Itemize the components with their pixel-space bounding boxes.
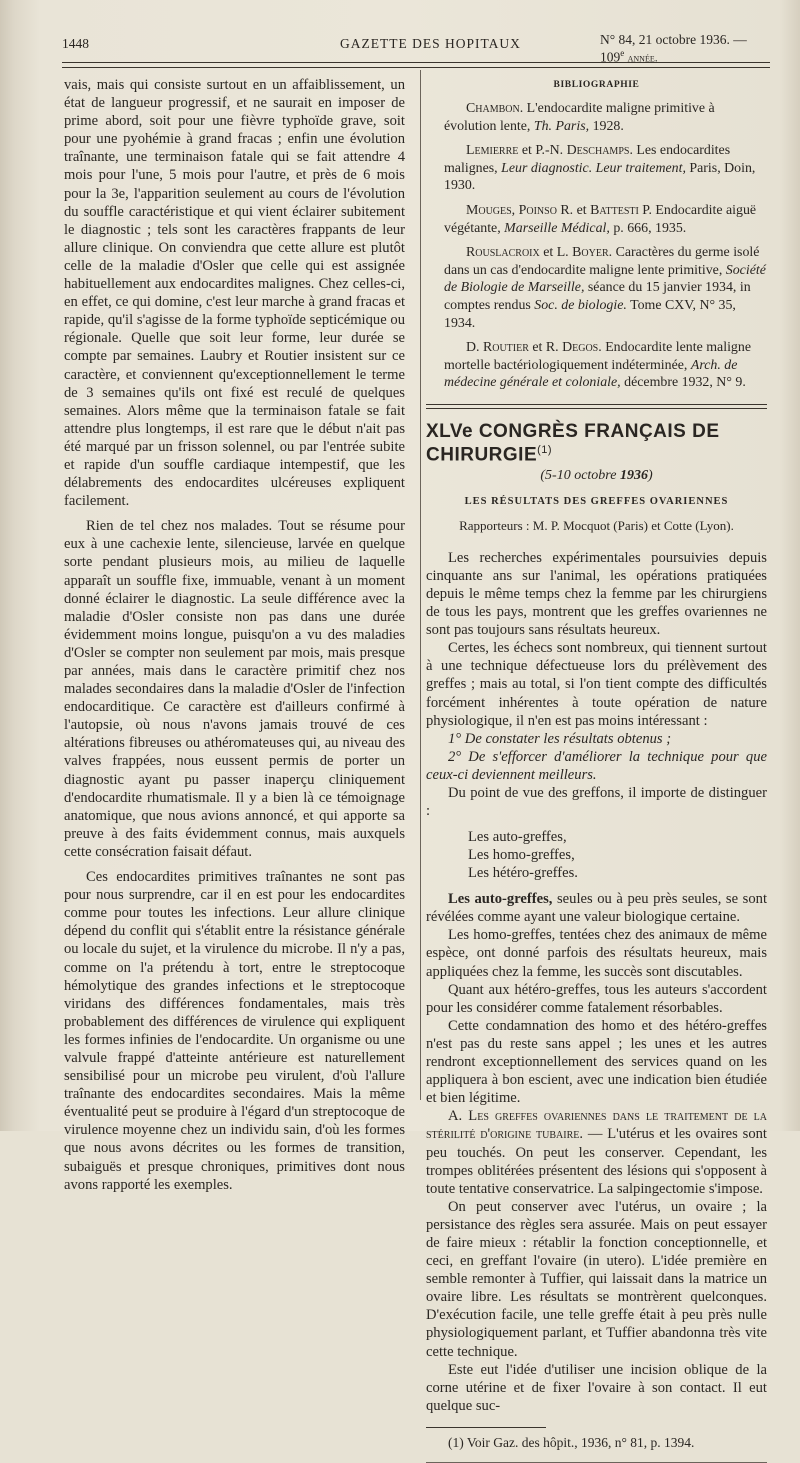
footnote: (1) Voir Gaz. des hôpit., 1936, n° 81, p. 1394. xyxy=(448,1434,695,1450)
list-item: Les hétéro-greffes. xyxy=(468,865,578,882)
article-paragraph: Rien de tel chez nos malades. Tout se résume pour eux à une cachexie lente, silencieuse, larvée en quelque sorte pendant plusieurs mois, au milieu de laquelle apparaît un souffle fixe, immuable, venant à un moment donné éclairer le diagnostic. La seule différence avec la maladie d'Osler consiste non pas dans une durée évidemment moins longue, puisqu'on a vu des maladies d'Osler se compter non seulement par mois, mais presque par années, mais dans le caractère primitif chez nos malades secondaires dans la maladie d'Osler de l'infection endocarditique. Ce caractère est d'ailleurs confirmé à l'autopsie, où nous n'avons jamais trouvé de ces altérations fibreuses ou athéromateuses qui, au niveau des valves frappées, nous eussent permis de porter un diagnostic ayant pu passer inaperçu cliniquement d'endocardite rhumatismale. Il y a bien là ce témoignage anatomique, que nous avions annoncé, et qui apporte sa preuve à des faits évidemment connus, mais auxquels cette consécration faisait défaut. xyxy=(64,518,405,860)
article-paragraph: Este eut l'idée d'utiliser une incision oblique de la corne utérine et de fixer l'ovaire à son contact. Il eut quelque suc- xyxy=(426,1361,767,1414)
section-subject: LES RÉSULTATS DES GREFFES OVARIENNES xyxy=(464,495,729,507)
journal-title: GAZETTE DES HOPITAUX xyxy=(340,36,521,51)
congress-title: XLVe CONGRÈS FRANÇAIS DE CHIRURGIE$^{(1)}$ xyxy=(426,421,720,466)
issue-info: N° 84, 21 octobre 1936. — 109e année. xyxy=(600,32,747,65)
article-paragraph: Du point de vue des greffons, il importe de distinguer : xyxy=(426,785,767,820)
article-paragraph: Ces endocardites primitives traînantes ne sont pas pour nous surprendre, car il en est pour les endocardites comme pour toutes les infections. Leur allure clinique dépend du conflit qui s'établit entre la résistance générale ou locale du sujet, et la virulence du microbe. Il n'y a pas, comme on l'a prétendu à tort, entre le streptocoque hémolytique des grandes infections et le streptocoque viridans des différences fondamentales, mais très probablement des différences de virulence qui expliquent les formes infinies de l'endocardite. Un organisme ou une valvule frappé d'atteinte antérieure est naturellement sensibilisé pour un microbe peu virulent, d'où l'allure traînante des endocardites secondaires. Mais la même éventualité peut se produire à l'égard d'un streptocoque de virulence moyenne chez un individu sain, d'où les formes que nous avons décrites ou les formes de transition, subaiguës et presque chroniques, primitives dont nous avons rapporté les exemples. xyxy=(64,869,405,1193)
article-paragraph: Les recherches expérimentales poursuivies depuis cinquante ans sur l'animal, les opérations pratiquées depuis le même temps chez la femme par les chirurgiens de tous les pays, montrent que les greffes ovariennes ne sont pas toujours sans résultats heureux. xyxy=(426,549,767,639)
goal-item: 1° De constater les résultats obtenus ; xyxy=(448,730,672,747)
article-paragraph: Les homo-greffes, tentées chez des animaux de même espèce, ont donné parfois des résultats heureux, mais appliquées chez la femme, les succès sont discutables. xyxy=(426,927,767,980)
article-paragraph: Quant aux hétéro-greffes, tous les auteurs s'accordent pour les considérer comme fatalement résorbables. xyxy=(426,981,767,1016)
list-item: Les homo-greffes, xyxy=(468,847,575,864)
congress-dates: (5-10 octobre 1936) xyxy=(540,467,653,483)
header-rule xyxy=(62,62,770,68)
bibliography-title: BIBLIOGRAPHIE xyxy=(553,80,640,90)
article-paragraph: A. Les greffes ovariennes dans le traitement de la stérilité d'origine tubaire. — L'utérus et les ovaires sont peu touchés. On peut les conserver. Cependant, les trompes oblitérées présentent des lésions qui s'opposent à toute tentative conservatrice. La salpingectomie s'impose. xyxy=(426,1108,767,1197)
right-column xyxy=(426,76,767,1463)
column-divider xyxy=(420,70,421,1100)
footnote-rule xyxy=(426,1427,546,1428)
article-paragraph: Certes, les échecs sont nombreux, qui tiennent surtout à une technique défectueuse lors du prélèvement des greffes ; mais au total, si l'on tient compte des difficultés forcément inhérentes à toute opération de nature physiologique, il n'en est pas moins intéressant : xyxy=(426,640,767,729)
article-paragraph: Les auto-greffes, seules ou à peu près seules, se sont révélées comme ayant une valeur biologique certaine. xyxy=(426,891,767,926)
list-item: Les auto-greffes, xyxy=(468,829,567,846)
goal-item: 2° De s'efforcer d'améliorer la technique pour que ceux-ci deviennent meilleurs. xyxy=(426,748,767,783)
rapporteurs: Rapporteurs : M. P. Mocquot (Paris) et Cotte (Lyon). xyxy=(459,517,734,533)
article-paragraph: vais, mais qui consiste surtout en un affaiblissement, un état de langueur progressif, et ne saurait en imposer de prime abord, soit pour une fièvre typhoïde grave, soit pour une pyohémie à grand fracas ; enfin une évolution traînante, une terminaison fatale qui se fait attendre 4 mois pour l'une, 5 mois pour l'autre, et près de 6 mois pour la 3e, l'apparition seulement au cours de l'évolution du souffle caractéristique et qui vient éclairer subitement le diagnostic ; tels sont les caractères frappants de leur allure clinique. On conviendra que cette allure est plutôt celle de la maladie d'Osler que celle qui est assignée habituellement aux endocardites malignes. Chez celles-ci, en effet, ce qui domine, c'est leur marche à grand fracas et rapide, qu'il s'agisse de la forme typhoïde septicémique ou régionale. Quelle que soit leur forme, leur durée se compte par semaines. Laubry et Routier insistent sur ce caractère, et conviennent qu'exceptionnellement le terme de 3 semaines qu'ils ont fixé est reculé de quelques semaines. Alors même que la terminaison fatale se fait attendre plus longtemps, il est rare que le début n'ait pas été marqué par un frisson solennel, ou par l'entrée subite et rapide d'un souffle cardiaque intempestif, que les délabrements des endocardites ulcéreuses expliquent facilement. xyxy=(64,77,405,510)
article-paragraph: On peut conserver avec l'utérus, un ovaire ; la persistance des règles sera assurée. Mais on peut essayer de faire mieux : rétablir la fonction conceptionnelle, et ceci, en greffant l'ovaire (in utero). L'idée première en semble remonter à Tuffier, qui laissait dans la matrice un ovaire libre. Les résultats se montrèrent quelconques. D'exécution facile, une telle greffe était à peu près nulle physiologiquement parlant, et Tuffier abandonna très vite cette technique. xyxy=(426,1198,767,1360)
page-header xyxy=(62,30,770,65)
article-paragraph: Cette condamnation des homo et des hétéro-greffes n'est pas du reste sans appel ; les unes et les autres rendront exceptionnellement des services quand on les appliquera à bon escient, avec une indication bien étudiée et bien légitime. xyxy=(426,1017,767,1107)
bibliography-item: Lemierre et P.-N. Deschamps. Les endocardites malignes, Leur diagnostic. Leur traitement, Paris, Doin, 1930. xyxy=(444,143,756,194)
section-rule xyxy=(426,404,767,409)
bibliography-item: Chambon. L'endocardite maligne primitive à évolution lente, Th. Paris, 1928. xyxy=(444,101,715,134)
bibliography-item: Rouslacroix et L. Boyer. Caractères du germe isolé dans un cas d'endocardite maligne lente primitive, Société de Biologie de Marseille, séance du 15 janvier 1934, in comptes rendus Soc. de biologie. Tome CXV, N° 35, 1934. xyxy=(444,245,766,331)
bibliography-item: D. Routier et R. Degos. Endocardite lente maligne mortelle bactériologiquement indéterminée, Arch. de médecine générale et coloniale, décembre 1932, N° 9. xyxy=(444,340,751,391)
left-column xyxy=(64,76,405,1194)
bibliography-item: Mouges, Poinso R. et Battesti P. Endocardite aiguë végétante, Marseille Médical, p. 666, 1935. xyxy=(444,203,757,236)
graft-list xyxy=(468,828,767,882)
page-number: 1448 xyxy=(62,36,89,51)
